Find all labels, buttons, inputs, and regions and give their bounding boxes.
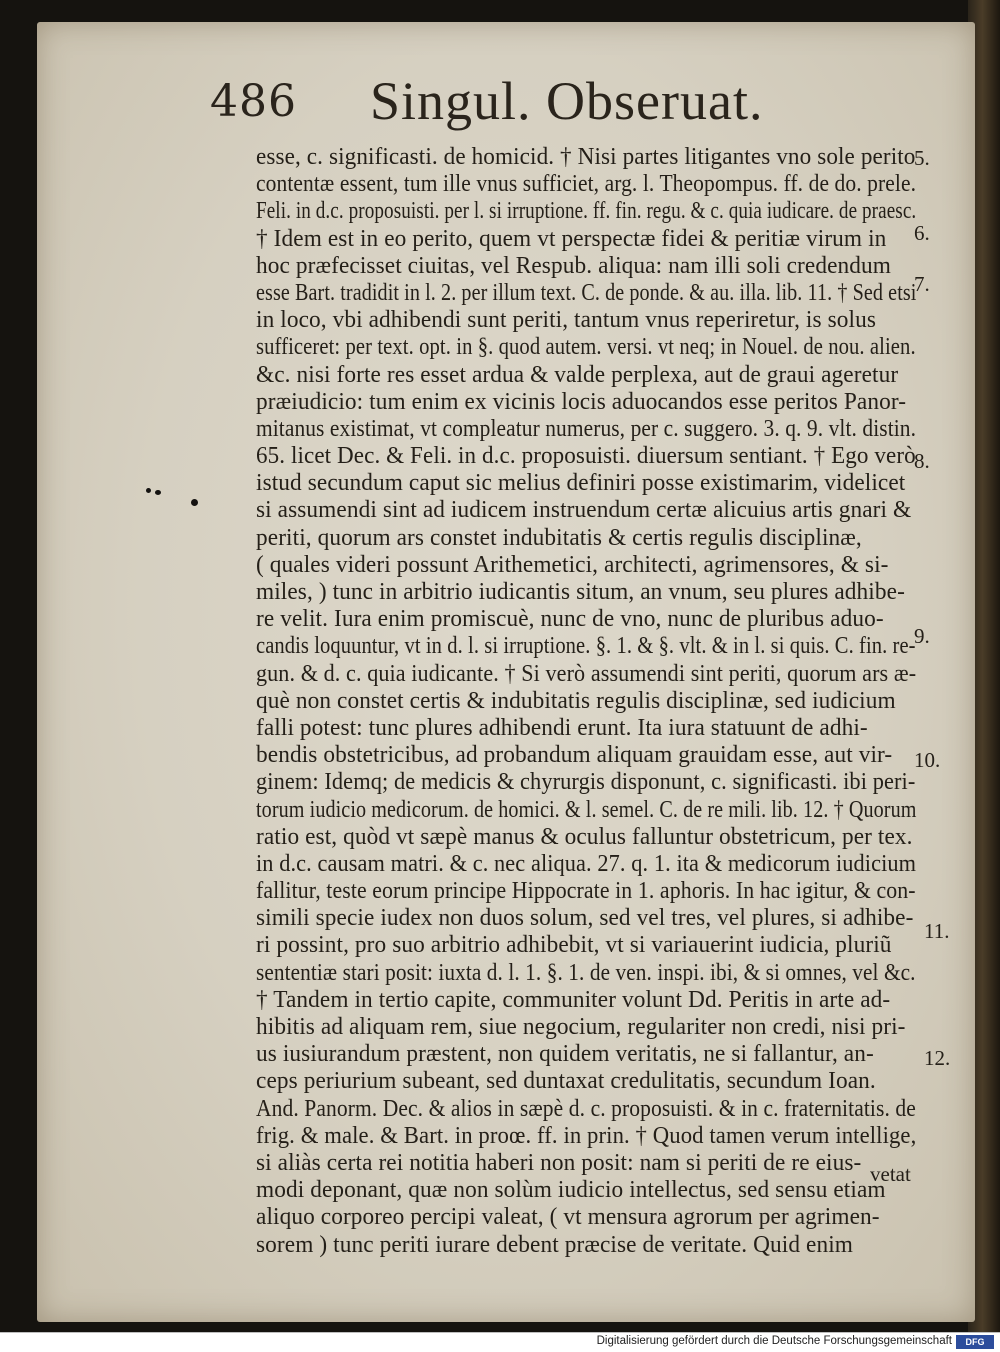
text-line: ( quales videri possunt Arithemetici, architecti, agrimensores, & si- xyxy=(256,551,889,578)
text-line: miles, ) tunc in arbitrio iudicantis situm, an vnum, seu plures adhibe- xyxy=(256,579,905,605)
text-line: in loco, vbi adhibendi sunt periti, tantum vnus reperiretur, is solus xyxy=(256,307,876,334)
page-header xyxy=(210,70,810,140)
text-line: bendis obstetricibus, ad probandum aliquam grauidam esse, aut vir- xyxy=(256,742,893,769)
text-line: us iusiurandum præstent, non quidem veritatis, ne si fallantur, an- xyxy=(256,1041,874,1068)
text-line: re velit. Iura enim promiscuè, nunc de vno, nunc de pluribus aduo- xyxy=(256,606,884,633)
margin-number: 5. xyxy=(914,146,930,170)
text-line: contentæ essent, tum ille vnus sufficiet, arg. l. Theopompus. ff. de do. prele. xyxy=(256,171,917,198)
catchword: vetat xyxy=(870,1162,911,1186)
text-line: modi deponant, quæ non solùm iudicio intellectus, sed sensu etiam xyxy=(256,1177,886,1204)
text-line: † Idem est in eo perito, quem vt perspectæ fidei & peritiæ virum in xyxy=(256,225,887,252)
text-line: esse Bart. tradidit in l. 2. per illum text. C. de ponde. & au. illa. lib. 11. † Sed etsi xyxy=(256,279,917,306)
text-line: sententiæ stari posit: iuxta d. l. 1. §. 1. de ven. inspi. ibi, & si omnes, vel &c. xyxy=(256,959,916,986)
text-line: esse, c. significasti. de homicid. † Nisi partes litigantes vno sole perito xyxy=(256,144,916,170)
text-line: Feli. in d.c. proposuisti. per l. si irruptione. ff. fin. regu. & c. quia iudicare. de praesc. xyxy=(256,198,917,225)
text-line: hibitis ad aliquam rem, siue negocium, regulariter non credi, nisi pri- xyxy=(256,1014,906,1040)
text-line: fallitur, teste eorum principe Hippocrate in 1. aphoris. In hac igitur, & con- xyxy=(256,878,916,905)
text-line: istud secundum caput sic melius definiri posse existimarim, videlicet xyxy=(256,470,906,497)
text-line: mitanus existimat, vt compleatur numerus, per c. suggero. 3. q. 9. vlt. distin. xyxy=(256,415,917,442)
ink-speck xyxy=(155,490,161,495)
margin-number: 9. xyxy=(914,624,930,648)
page-number: 486 xyxy=(210,76,297,127)
text-line: ratio est, quòd vt sæpè manus & oculus falluntur obstetricum, per tex. xyxy=(256,823,913,850)
text-line: falli potest: tunc plures adhibendi erunt. Ita iura statuunt de adhi- xyxy=(256,714,868,741)
text-line: periti, quorum ars constet indubitatis & certis regulis disciplinæ, xyxy=(256,524,862,551)
dfg-logo: DFG xyxy=(956,1335,994,1349)
text-line: frig. & male. & Bart. in proœ. ff. in prin. † Quod tamen verum intellige, xyxy=(256,1122,917,1149)
text-line: ginem: Idemq; de medicis & chyrurgis disponunt, c. significasti. ibi peri- xyxy=(256,769,916,796)
text-line: † Tandem in tertio capite, communiter volunt Dd. Peritis in arte ad- xyxy=(256,986,891,1013)
funding-credit: Digitalisierung gefördert durch die Deutsche Forschungsgemeinschaft xyxy=(596,1335,952,1347)
text-line: ri possint, pro suo arbitrio adhibebit, vt si variauerint iudicia, pluriũ xyxy=(256,932,892,959)
margin-number: 8. xyxy=(914,449,930,473)
text-line: candis loquuntur, vt in d. l. si irruptione. §. 1. & §. vlt. & in l. si quis. C. fin. re- xyxy=(256,633,916,660)
text-line: aliquo corporeo percipi valeat, ( vt mensura agrorum per agrimen- xyxy=(256,1204,880,1231)
text-line: &c. nisi forte res esset ardua & valde perplexa, aut de graui ageretur xyxy=(256,361,899,388)
text-line: sorem ) tunc periti iurare debent præcise de veritate. Quid enim xyxy=(256,1231,854,1258)
text-line: And. Panorm. Dec. & alios in sæpè d. c. proposuisti. & in c. fraternitatis. de xyxy=(256,1095,916,1122)
ink-speck xyxy=(191,499,198,506)
text-line: 65. licet Dec. & Feli. in d.c. proposuisti. diuersum sentiant. † Ego verò xyxy=(256,443,916,470)
ink-speck xyxy=(146,488,151,493)
text-line: sufficeret: per text. opt. in §. quod autem. versi. vt neq; in Nouel. de nou. alien. xyxy=(256,334,916,361)
text-line: torum iudicio medicorum. de homici. & l. semel. C. de re mili. lib. 12. † Quorum xyxy=(256,796,917,823)
text-line: præiudicio: tum enim ex vicinis locis aduocandos esse peritos Panor- xyxy=(256,388,907,415)
text-line: què non constet certis & indubitatis regulis disciplinæ, sed iudicium xyxy=(256,687,896,714)
text-line: si assumendi sint ad iudicem instruendum certæ alicuius artis gnari & xyxy=(256,497,912,524)
margin-number: 6. xyxy=(914,221,930,245)
margin-number: 10. xyxy=(914,748,941,772)
text-line: in d.c. causam matri. & c. nec aliqua. 27. q. 1. ita & medicorum iudicium xyxy=(256,850,917,877)
body-text xyxy=(256,144,936,1259)
text-line: ceps periurium subeant, sed duntaxat credulitatis, secundum Ioan. xyxy=(256,1068,876,1095)
text-line: hoc præfecisset ciuitas, vel Respub. aliqua: nam illi soli credendum xyxy=(256,252,892,279)
footer-bar xyxy=(0,1332,1000,1352)
margin-number: 12. xyxy=(924,1046,951,1070)
text-line: gun. & d. c. quia iudicante. † Si verò assumendi sint periti, quorum ars æ- xyxy=(256,660,917,687)
text-line: simili specie iudex non duos solum, sed vel tres, vel plures, si adhibe- xyxy=(256,905,914,932)
text-line: si aliàs certa rei notitia haberi non posit: nam si periti de re eius- xyxy=(256,1149,862,1176)
running-title: Singul. Obseruat. xyxy=(370,71,764,131)
margin-number: 7. xyxy=(914,272,930,296)
margin-number: 11. xyxy=(924,919,950,943)
